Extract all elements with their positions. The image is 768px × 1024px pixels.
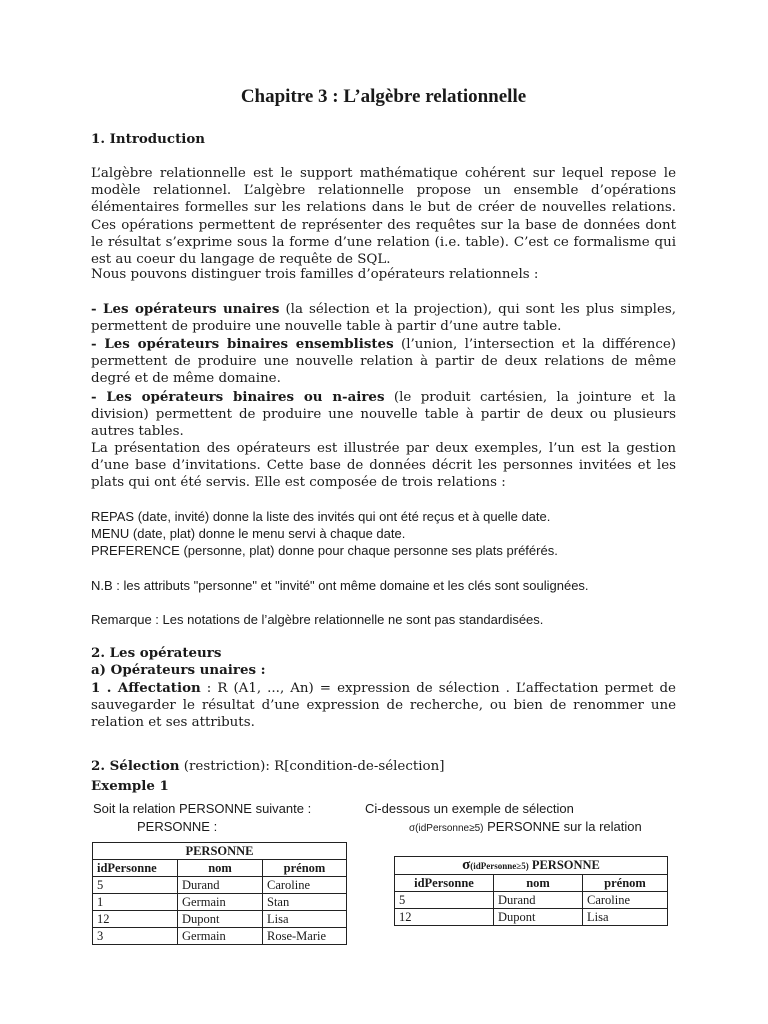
family-unary [91,301,676,335]
selection-condition: (idPersonne≥5) [470,861,529,871]
operators-heading: 2. Les opérateurs [91,645,222,661]
nb-note: N.B : les attributs "personne" et "invité" ont même domaine et les clés sont soulignées. [91,578,589,593]
column-header: nom [178,860,263,877]
table-cell: Dupont [494,909,583,926]
relation-preference: PREFERENCE (personne, plat) donne pour chaque personne ses plats préférés. [91,543,558,558]
column-header: nom [494,875,583,892]
selection-text: (restriction): R[condition-de-sélection] [179,759,445,774]
example-heading: Exemple 1 [91,778,169,794]
table-cell: Germain [178,928,263,945]
table-row [93,928,347,945]
column-header: idPersonne [395,875,494,892]
table-cell: Lisa [263,911,347,928]
left-caption-1: Soit la relation PERSONNE suivante : [93,801,312,816]
column-header: prénom [583,875,668,892]
table-cell: 3 [93,928,178,945]
intro-heading: 1. Introduction [91,131,206,147]
family-unary-label: - Les opérateurs unaires [91,301,280,317]
family-binary-set-text: (l’union, l’intersection et la différence) permettent de produire une nouvelle relation à partir de deux relations de même degré et de même domaine. [91,337,676,387]
personne-table [92,842,347,945]
selection-table-caption [395,857,668,875]
table-cell: Germain [178,894,263,911]
table-row [93,877,347,894]
family-unary-text: (la sélection et la projection), qui sont les plus simples, permettent de produire une nouvelle table à partir d’une autre table. [91,302,676,335]
table-row [395,892,668,909]
table-cell: Durand [494,892,583,909]
unary-subheading: a) Opérateurs unaires : [91,662,266,678]
selection-table-name: PERSONNE [528,858,600,872]
table-cell: Lisa [583,909,668,926]
left-caption-2: PERSONNE : [137,819,218,834]
personne-table-caption: PERSONNE [93,843,347,860]
family-nary-text: (le produit cartésien, la jointure et la division) permettent de produire une nouvelle table à partir de deux ou plusieurs autres tables. [91,390,676,440]
remark-note: Remarque : Les notations de l’algèbre relationnelle ne sont pas standardisées. [91,612,544,627]
table-cell: 5 [93,877,178,894]
family-nary [91,389,676,441]
sigma-symbol: σ [462,857,471,873]
table-cell: Caroline [263,877,347,894]
chapter-title: Chapitre 3 : L’algèbre relationnelle [240,86,527,107]
family-binary-set-label: - Les opérateurs binaires ensemblistes [91,336,394,352]
families-intro: Nous pouvons distinguer trois familles d’opérateurs relationnels : [91,267,539,282]
table-cell: 1 [93,894,178,911]
table-cell: Rose-Marie [263,928,347,945]
table-row [93,894,347,911]
table-cell: Stan [263,894,347,911]
selection-label: 2. Sélection [91,758,180,774]
table-cell: 5 [395,892,494,909]
examples-paragraph: La présentation des opérateurs est illustrée par deux exemples, l’un est la gestion d’une base d’invitations. Cette base de données décrit les personnes invitées et les plats qui ont été servis. Elle est composée de trois relations : [91,441,676,491]
family-binary-set [91,336,676,388]
relation-menu: MENU (date, plat) donne le menu servi à chaque date. [91,526,406,541]
table-cell: Caroline [583,892,668,909]
family-nary-label: - Les opérateurs binaires ou n-aires [91,389,385,405]
column-header: prénom [263,860,347,877]
column-header: idPersonne [93,860,178,877]
selection-line [91,758,676,775]
selection-result-table [394,856,668,926]
affectation-text: : R (A1, ..., An) = expression de sélection . L’affectation permet de sauvegarder le résultat d’une expression de recherche, ou bien de renommer une relation et ses attributs. [91,681,676,731]
intro-paragraph: L’algèbre relationnelle est le support mathématique cohérent sur lequel repose le modèle relationnel. L’algèbre relationnelle propose un ensemble d’opérations élémentaires formelles sur les relations dans le but de créer de nouvelles relations. Ces opérations permettent de représenter des requêtes sur la base de données dont le résultat s’exprime sous la forme d’une relation (i.e. table). C’est ce formalisme qui est au coeur du langage de requête de SQL. [91,166,676,268]
right-caption-2-rest: PERSONNE sur la relation [483,819,642,834]
table-cell: Dupont [178,911,263,928]
right-caption-2 [409,818,679,837]
table-cell: 12 [93,911,178,928]
affectation-label: 1 . Affectation [91,680,201,696]
table-cell: Durand [178,877,263,894]
table-row [395,909,668,926]
table-row [93,911,347,928]
table-cell: 12 [395,909,494,926]
affectation-paragraph [91,680,676,732]
selection-expression: σ(idPersonne≥5) [409,823,484,834]
right-caption-1: Ci-dessous un exemple de sélection [365,801,574,816]
relation-repas: REPAS (date, invité) donne la liste des invités qui ont été reçus et à quelle date. [91,509,551,524]
